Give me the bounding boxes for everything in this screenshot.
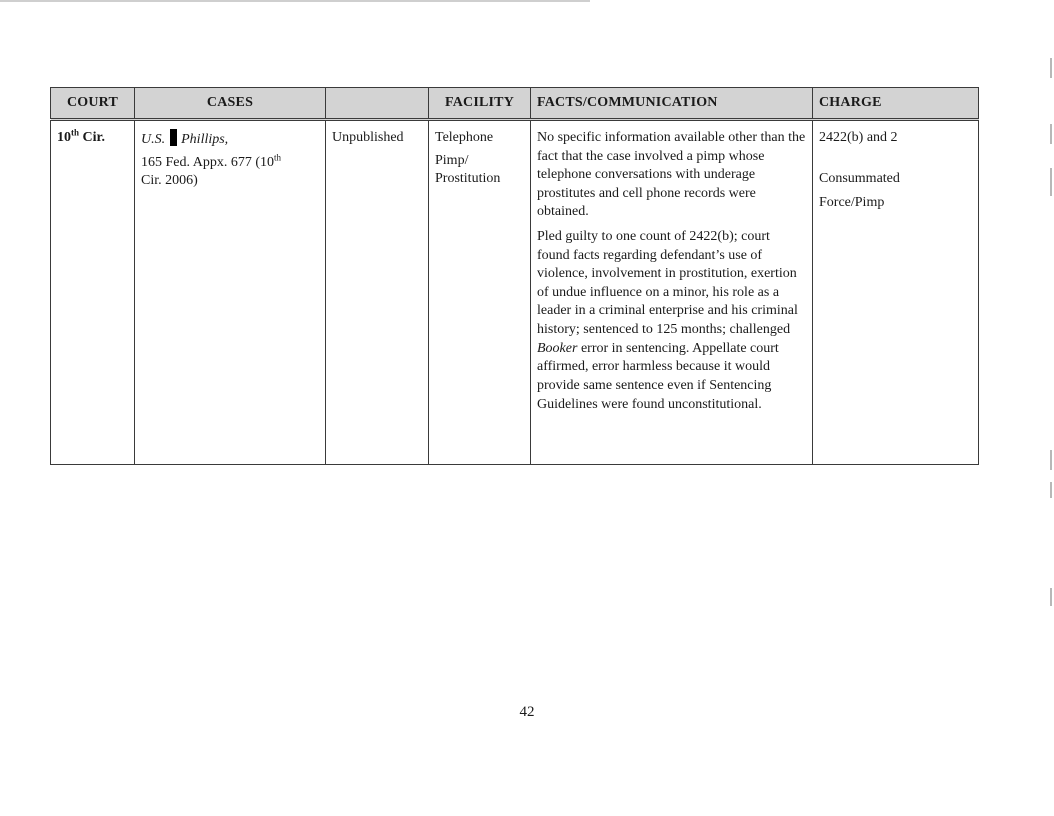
case-name	[141, 129, 319, 150]
citation-main: 165 Fed. Appx. 677 (10	[141, 154, 274, 170]
facts-text: error in sentencing. Appellate court affirmed, error harmless because it would provide same sentence even if Sentencing Guidelines were found unconstitutional.	[537, 340, 779, 412]
charge-line: 2422(b) and 2	[819, 130, 898, 145]
citation-ordinal: th	[274, 151, 282, 162]
case-prefix: U.S.	[141, 132, 169, 147]
facts-emphasis: Booker	[537, 340, 578, 356]
scan-edge-mark	[1050, 168, 1052, 196]
facility-line: Telephone	[435, 130, 494, 145]
scan-edge-mark	[1050, 450, 1052, 470]
scan-edge-mark	[1050, 482, 1052, 498]
court-cell	[51, 120, 135, 465]
scan-edge-mark	[1050, 124, 1052, 144]
page-number: 42	[519, 704, 535, 720]
table-header-row	[51, 88, 979, 120]
charge-cell	[813, 120, 979, 465]
top-scan-rule	[0, 0, 590, 2]
facts-paragraph	[537, 228, 806, 414]
charge-line: Consummated	[819, 170, 900, 186]
facts-paragraph: No specific information available other than the fact that the case involved a pimp whose telephone conversations with underage prostitutes and cell phone records were obtained.	[537, 130, 806, 220]
citation-end: Cir. 2006)	[141, 173, 198, 189]
court-suffix: Cir.	[79, 130, 105, 145]
case-cell	[135, 120, 326, 465]
header-court: COURT	[51, 88, 135, 120]
facts-text: Pled guilty to one count of 2422(b); court found facts regarding defendant’s use of violence, involvement in prostitution, exertion of undue influence on a minor, his role as a leader in a criminal enterprise and his criminal history; sentenced to 125 months; challenged	[537, 229, 798, 338]
header-facility: FACILITY	[429, 88, 531, 120]
facts-cell	[531, 120, 813, 465]
facility-line: Pimp/	[435, 152, 469, 168]
redaction-block	[170, 129, 177, 146]
court-ordinal: th	[71, 127, 80, 138]
header-facts: FACTS/COMMUNICATION	[531, 88, 813, 120]
header-cases: CASES	[135, 88, 326, 120]
case-citation	[141, 151, 319, 191]
case-table	[50, 87, 979, 465]
facility-line: Prostitution	[435, 171, 501, 187]
charge-line: Force/Pimp	[819, 195, 885, 211]
header-charge: CHARGE	[813, 88, 979, 120]
status-cell: Unpublished	[326, 120, 429, 465]
case-party: Phillips,	[177, 132, 229, 147]
facility-cell	[429, 120, 531, 465]
court-number: 10	[57, 130, 71, 145]
scan-edge-mark	[1050, 58, 1052, 78]
scan-edge-mark	[1050, 588, 1052, 606]
header-status	[326, 88, 429, 120]
table-row	[51, 120, 979, 465]
